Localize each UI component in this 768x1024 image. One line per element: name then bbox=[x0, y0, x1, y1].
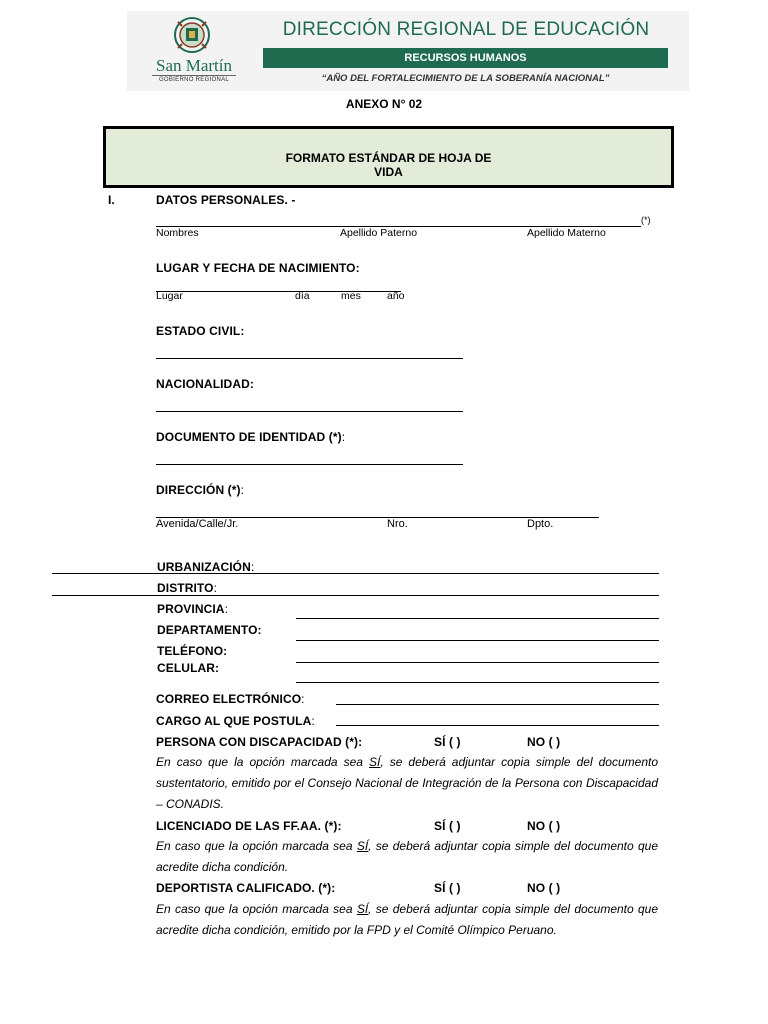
dpto-caption: Dpto. bbox=[527, 518, 554, 530]
nombres-caption: Nombres bbox=[156, 227, 199, 239]
telefono-label: TELÉFONO: bbox=[157, 644, 228, 658]
documento-line[interactable] bbox=[156, 464, 463, 465]
nro-caption: Nro. bbox=[387, 518, 408, 530]
distrito-line[interactable] bbox=[52, 595, 659, 596]
nacionalidad-label: NACIONALIDAD: bbox=[156, 377, 254, 391]
provincia-label bbox=[157, 602, 228, 616]
provincia-colon: : bbox=[224, 602, 229, 616]
required-mark: (*) bbox=[641, 215, 651, 225]
discapacidad-label: PERSONA CON DISCAPACIDAD (*): bbox=[156, 735, 363, 749]
section-number: I. bbox=[108, 193, 115, 207]
logo-name: San Martín bbox=[155, 56, 233, 75]
correo-label bbox=[156, 692, 305, 706]
deportista-note bbox=[156, 899, 658, 941]
licenciado-note-post: , se deberá adjuntar copia simple del documento que acredite dicha condición. bbox=[156, 839, 659, 874]
mes-caption: mes bbox=[341, 290, 361, 302]
licenciado-si-option[interactable]: SÍ ( ) bbox=[434, 819, 461, 833]
distrito-colon: : bbox=[213, 581, 218, 595]
provincia-line[interactable] bbox=[296, 618, 659, 619]
deportista-note-post: , se deberá adjuntar copia simple del documento que acredite dicha condición, emitido por la FPD y el Comité Olímpico Peruano. bbox=[156, 902, 659, 937]
distrito-label bbox=[157, 581, 217, 595]
estado-civil-label: ESTADO CIVIL: bbox=[156, 324, 245, 338]
avenida-caption: Avenida/Calle/Jr. bbox=[156, 518, 239, 530]
discapacidad-note-post: , se deberá adjuntar copia simple del documento sustentatorio, emitido por el Consejo Nacional de Integración de la Persona con Discapacidad – CONADIS. bbox=[156, 755, 659, 811]
deportista-note-pre: En caso que la opción marcada sea bbox=[156, 902, 357, 916]
licenciado-note bbox=[156, 836, 658, 878]
birth-label: LUGAR Y FECHA DE NACIMIENTO: bbox=[156, 261, 360, 275]
deportista-label: DEPORTISTA CALIFICADO. (*): bbox=[156, 881, 336, 895]
correo-label-text: CORREO ELECTRÓNICO bbox=[156, 692, 302, 706]
annex-number: ANEXO N° 02 bbox=[345, 97, 423, 111]
direccion-label-text: DIRECCIÓN (*) bbox=[156, 483, 241, 497]
distrito-label-text: DISTRITO bbox=[157, 581, 214, 595]
telefono-line[interactable] bbox=[296, 662, 659, 663]
apellido-paterno-caption: Apellido Paterno bbox=[340, 227, 418, 239]
discapacidad-note bbox=[156, 752, 658, 815]
format-title bbox=[106, 151, 671, 179]
format-title-line1: FORMATO ESTÁNDAR DE HOJA DE bbox=[285, 151, 492, 165]
departamento-line[interactable] bbox=[296, 640, 659, 641]
apellido-materno-caption: Apellido Materno bbox=[527, 227, 606, 239]
direccion-label bbox=[156, 483, 244, 497]
direccion-colon: : bbox=[240, 483, 245, 497]
urbanizacion-label bbox=[157, 560, 254, 574]
header-banner: RECURSOS HUMANOS bbox=[263, 48, 668, 68]
documento-label bbox=[156, 430, 345, 444]
celular-line[interactable] bbox=[296, 682, 659, 683]
logo-subtitle: GOBIERNO REGIONAL bbox=[158, 77, 230, 83]
nacionalidad-line[interactable] bbox=[156, 411, 463, 412]
discapacidad-si-option[interactable]: SÍ ( ) bbox=[434, 735, 461, 749]
departamento-label: DEPARTAMENTO: bbox=[157, 623, 262, 637]
licenciado-note-pre: En caso que la opción marcada sea bbox=[156, 839, 357, 853]
logo-divider bbox=[152, 75, 236, 76]
discapacidad-note-pre: En caso que la opción marcada sea bbox=[156, 755, 369, 769]
cargo-label-text: CARGO AL QUE POSTULA bbox=[156, 714, 312, 728]
estado-civil-line[interactable] bbox=[156, 358, 463, 359]
discapacidad-no-option[interactable]: NO ( ) bbox=[527, 735, 561, 749]
deportista-no-option[interactable]: NO ( ) bbox=[527, 881, 561, 895]
celular-label: CELULAR: bbox=[157, 661, 220, 675]
section-title: DATOS PERSONALES. - bbox=[156, 193, 296, 207]
urbanizacion-line[interactable] bbox=[52, 573, 659, 574]
cargo-colon: : bbox=[311, 714, 315, 728]
correo-line[interactable] bbox=[336, 704, 659, 705]
header-title: DIRECCIÓN REGIONAL DE EDUCACIÓN bbox=[282, 19, 650, 40]
birth-line[interactable] bbox=[156, 291, 401, 292]
header-slogan: “AÑO DEL FORTALECIMIENTO DE LA SOBERANÍA NACIONAL” bbox=[321, 73, 610, 84]
format-title-line2: VIDA bbox=[374, 165, 403, 179]
deportista-si-option[interactable]: SÍ ( ) bbox=[434, 881, 461, 895]
licenciado-note-si: SÍ bbox=[356, 839, 369, 853]
licenciado-no-option[interactable]: NO ( ) bbox=[527, 819, 561, 833]
correo-colon: : bbox=[301, 692, 305, 706]
cargo-line[interactable] bbox=[336, 725, 659, 726]
lugar-caption: Lugar bbox=[156, 290, 183, 302]
documento-colon: : bbox=[341, 430, 346, 444]
discapacidad-note-si: SÍ bbox=[368, 755, 381, 769]
anio-caption: año bbox=[387, 290, 405, 302]
regional-emblem-icon bbox=[172, 16, 212, 54]
format-title-box bbox=[103, 126, 674, 188]
documento-label-text: DOCUMENTO DE IDENTIDAD (*) bbox=[156, 430, 342, 444]
urbanizacion-colon: : bbox=[250, 560, 255, 574]
licenciado-label: LICENCIADO DE LAS FF.AA. (*): bbox=[156, 819, 342, 833]
deportista-note-si: SÍ bbox=[356, 902, 369, 916]
provincia-label-text: PROVINCIA bbox=[157, 602, 225, 616]
dia-caption: día bbox=[295, 290, 310, 302]
urbanizacion-label-text: URBANIZACIÓN bbox=[157, 560, 251, 574]
cargo-label bbox=[156, 714, 315, 728]
